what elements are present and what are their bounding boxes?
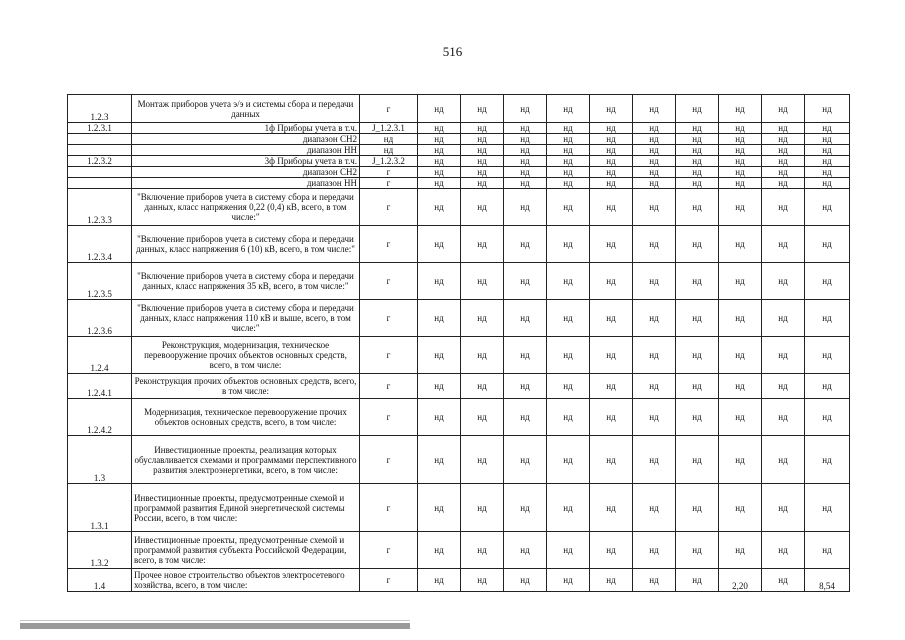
- value-cell: нд: [719, 374, 762, 399]
- value-cell: нд: [590, 436, 633, 484]
- value-cell: нд: [805, 374, 850, 399]
- value-cell: нд: [461, 134, 504, 145]
- value-cell: нд: [547, 123, 590, 134]
- value-cell: нд: [762, 156, 805, 167]
- row-code: 1.2.3: [68, 95, 132, 123]
- row-code: 1.3.1: [68, 484, 132, 532]
- value-cell: нд: [547, 156, 590, 167]
- table-row: [68, 484, 850, 532]
- row-unit: г: [360, 95, 418, 123]
- value-cell: нд: [547, 167, 590, 178]
- row-description: Реконструкция прочих объектов основных средств, всего, в том числе:: [132, 374, 360, 399]
- value-cell: нд: [676, 123, 719, 134]
- table-row: [68, 569, 850, 592]
- row-description: Модернизация, техническое перевооружение прочих объектов основных средств, всего, в том числе:: [132, 399, 360, 436]
- value-cell: нд: [461, 263, 504, 300]
- value-cell: нд: [719, 532, 762, 569]
- value-cell: нд: [676, 374, 719, 399]
- value-cell: нд: [805, 226, 850, 263]
- row-description: "Включение приборов учета в систему сбора и передачи данных, класс напряжения 0,22 (0,4) кВ, всего, в том числе:": [132, 189, 360, 226]
- value-cell: нд: [590, 399, 633, 436]
- value-cell: нд: [676, 178, 719, 189]
- value-cell: нд: [504, 374, 547, 399]
- value-cell: нд: [719, 178, 762, 189]
- row-description: Монтаж приборов учета э/э и системы сбора и передачи данных: [132, 95, 360, 123]
- value-cell: нд: [719, 337, 762, 374]
- value-cell: нд: [461, 532, 504, 569]
- value-cell: нд: [762, 569, 805, 592]
- value-cell: нд: [547, 226, 590, 263]
- value-cell: нд: [418, 178, 461, 189]
- value-cell: нд: [461, 484, 504, 532]
- row-code: 1.2.3.2: [68, 156, 132, 167]
- value-cell: нд: [590, 263, 633, 300]
- table-row: [68, 337, 850, 374]
- value-cell: нд: [461, 167, 504, 178]
- value-cell: нд: [719, 123, 762, 134]
- value-cell: нд: [633, 300, 676, 337]
- row-code: 1.4: [68, 569, 132, 592]
- value-cell: нд: [590, 532, 633, 569]
- value-cell: нд: [719, 189, 762, 226]
- value-cell: нд: [547, 145, 590, 156]
- row-description: диапазон СН2: [132, 167, 360, 178]
- value-cell: нд: [676, 134, 719, 145]
- row-code: 1.2.3.4: [68, 226, 132, 263]
- value-cell: нд: [504, 399, 547, 436]
- value-cell: нд: [504, 226, 547, 263]
- value-cell: нд: [676, 189, 719, 226]
- value-cell: нд: [547, 134, 590, 145]
- table-row: [68, 156, 850, 167]
- table-row: [68, 374, 850, 399]
- row-unit: г: [360, 189, 418, 226]
- value-cell: нд: [805, 167, 850, 178]
- value-cell: нд: [504, 484, 547, 532]
- value-cell: нд: [418, 532, 461, 569]
- value-cell: нд: [719, 226, 762, 263]
- row-description: Реконструкция, модернизация, техническое перевооружение прочих объектов основных средств, всего, в том числе:: [132, 337, 360, 374]
- investment-table: [67, 94, 850, 592]
- value-cell: нд: [676, 156, 719, 167]
- table-row: [68, 145, 850, 156]
- value-cell: нд: [676, 300, 719, 337]
- value-cell: нд: [719, 300, 762, 337]
- row-unit: г: [360, 178, 418, 189]
- value-cell: нд: [762, 178, 805, 189]
- row-code: 1.2.4: [68, 337, 132, 374]
- value-cell: нд: [547, 337, 590, 374]
- value-cell: нд: [547, 374, 590, 399]
- table-row: [68, 123, 850, 134]
- row-unit: г: [360, 263, 418, 300]
- value-cell: нд: [719, 134, 762, 145]
- row-code: [68, 178, 132, 189]
- value-cell: нд: [805, 300, 850, 337]
- value-cell: нд: [633, 156, 676, 167]
- value-cell: нд: [504, 337, 547, 374]
- row-description: 3ф Приборы учета в т.ч.: [132, 156, 360, 167]
- row-description: 1ф Приборы учета в т.ч.: [132, 123, 360, 134]
- row-unit: г: [360, 337, 418, 374]
- value-cell: нд: [504, 156, 547, 167]
- value-cell: нд: [590, 374, 633, 399]
- value-cell: нд: [504, 167, 547, 178]
- value-cell: нд: [805, 189, 850, 226]
- value-cell: нд: [633, 399, 676, 436]
- value-cell: нд: [633, 134, 676, 145]
- value-cell: нд: [418, 189, 461, 226]
- table-row: [68, 436, 850, 484]
- value-cell: нд: [719, 436, 762, 484]
- row-description: Инвестиционные проекты, реализация которых обуславливается схемами и программами перспективного развития электроэнергетики, всего, в том числе:: [132, 436, 360, 484]
- value-cell: нд: [676, 399, 719, 436]
- value-cell: нд: [676, 167, 719, 178]
- value-cell: нд: [676, 484, 719, 532]
- value-cell: нд: [762, 189, 805, 226]
- value-cell: нд: [805, 178, 850, 189]
- value-cell: нд: [590, 178, 633, 189]
- value-cell: нд: [805, 337, 850, 374]
- page-number: 516: [442, 44, 463, 59]
- value-cell: нд: [504, 300, 547, 337]
- table-row: [68, 189, 850, 226]
- row-code: [68, 145, 132, 156]
- value-cell: нд: [461, 436, 504, 484]
- value-cell: нд: [805, 134, 850, 145]
- value-cell: нд: [762, 532, 805, 569]
- value-cell: нд: [461, 300, 504, 337]
- value-cell: 8,54: [805, 569, 850, 592]
- table-row: [68, 95, 850, 123]
- value-cell: нд: [418, 399, 461, 436]
- value-cell: нд: [590, 189, 633, 226]
- value-cell: нд: [676, 263, 719, 300]
- value-cell: нд: [762, 399, 805, 436]
- value-cell: нд: [805, 123, 850, 134]
- value-cell: нд: [590, 156, 633, 167]
- value-cell: нд: [633, 532, 676, 569]
- value-cell: нд: [418, 263, 461, 300]
- row-unit: нд: [360, 145, 418, 156]
- value-cell: нд: [676, 569, 719, 592]
- value-cell: нд: [762, 95, 805, 123]
- value-cell: нд: [676, 436, 719, 484]
- value-cell: нд: [418, 145, 461, 156]
- value-cell: нд: [590, 134, 633, 145]
- value-cell: нд: [633, 123, 676, 134]
- value-cell: нд: [547, 399, 590, 436]
- value-cell: нд: [762, 134, 805, 145]
- value-cell: нд: [461, 569, 504, 592]
- value-cell: нд: [461, 374, 504, 399]
- value-cell: нд: [719, 263, 762, 300]
- value-cell: нд: [461, 337, 504, 374]
- value-cell: нд: [418, 134, 461, 145]
- value-cell: нд: [633, 167, 676, 178]
- value-cell: нд: [805, 399, 850, 436]
- row-description: "Включение приборов учета в систему сбора и передачи данных, класс напряжения 110 кВ и выше, всего, в том числе:": [132, 300, 360, 337]
- value-cell: нд: [461, 95, 504, 123]
- value-cell: нд: [633, 374, 676, 399]
- value-cell: нд: [633, 226, 676, 263]
- row-unit: г: [360, 484, 418, 532]
- value-cell: нд: [504, 263, 547, 300]
- table-row: [68, 300, 850, 337]
- row-unit: г: [360, 569, 418, 592]
- value-cell: нд: [547, 569, 590, 592]
- row-description: Прочее новое строительство объектов электросетевого хозяйства, всего, в том числе:: [132, 569, 360, 592]
- value-cell: нд: [418, 167, 461, 178]
- row-unit: г: [360, 300, 418, 337]
- value-cell: нд: [805, 95, 850, 123]
- value-cell: нд: [805, 156, 850, 167]
- table-row: [68, 178, 850, 189]
- value-cell: нд: [547, 189, 590, 226]
- row-code: 1.2.3.1: [68, 123, 132, 134]
- value-cell: нд: [590, 123, 633, 134]
- value-cell: нд: [805, 145, 850, 156]
- row-code: 1.2.4.1: [68, 374, 132, 399]
- value-cell: нд: [504, 145, 547, 156]
- row-unit: г: [360, 532, 418, 569]
- value-cell: нд: [805, 484, 850, 532]
- value-cell: нд: [418, 95, 461, 123]
- table-row: [68, 532, 850, 569]
- value-cell: нд: [676, 337, 719, 374]
- value-cell: нд: [418, 484, 461, 532]
- value-cell: нд: [547, 263, 590, 300]
- value-cell: нд: [633, 95, 676, 123]
- value-cell: нд: [418, 156, 461, 167]
- value-cell: нд: [719, 484, 762, 532]
- value-cell: нд: [590, 569, 633, 592]
- value-cell: нд: [461, 145, 504, 156]
- row-description: "Включение приборов учета в систему сбора и передачи данных, класс напряжения 35 кВ, всего, в том числе:": [132, 263, 360, 300]
- value-cell: нд: [633, 337, 676, 374]
- value-cell: нд: [590, 145, 633, 156]
- value-cell: нд: [504, 569, 547, 592]
- value-cell: нд: [418, 436, 461, 484]
- value-cell: нд: [676, 226, 719, 263]
- value-cell: нд: [719, 145, 762, 156]
- value-cell: нд: [633, 189, 676, 226]
- value-cell: нд: [762, 300, 805, 337]
- row-unit: г: [360, 374, 418, 399]
- value-cell: нд: [676, 95, 719, 123]
- value-cell: нд: [633, 569, 676, 592]
- row-code: 1.2.3.3: [68, 189, 132, 226]
- value-cell: нд: [504, 178, 547, 189]
- value-cell: нд: [590, 337, 633, 374]
- value-cell: нд: [547, 484, 590, 532]
- value-cell: нд: [461, 189, 504, 226]
- row-code: 1.3.2: [68, 532, 132, 569]
- row-code: 1.3: [68, 436, 132, 484]
- row-description: диапазон СН2: [132, 134, 360, 145]
- row-description: "Включение приборов учета в систему сбора и передачи данных, класс напряжения 6 (10) кВ, всего, в том числе:": [132, 226, 360, 263]
- row-unit: г: [360, 226, 418, 263]
- value-cell: нд: [805, 532, 850, 569]
- value-cell: нд: [719, 156, 762, 167]
- value-cell: нд: [633, 178, 676, 189]
- value-cell: нд: [504, 123, 547, 134]
- value-cell: нд: [418, 569, 461, 592]
- value-cell: нд: [504, 532, 547, 569]
- value-cell: нд: [762, 123, 805, 134]
- table-row: [68, 167, 850, 178]
- value-cell: нд: [805, 263, 850, 300]
- value-cell: нд: [461, 156, 504, 167]
- row-unit: J_1.2.3.2: [360, 156, 418, 167]
- row-code: [68, 167, 132, 178]
- row-code: 1.2.4.2: [68, 399, 132, 436]
- value-cell: нд: [590, 300, 633, 337]
- value-cell: нд: [418, 337, 461, 374]
- row-code: 1.2.3.6: [68, 300, 132, 337]
- value-cell: нд: [719, 95, 762, 123]
- value-cell: нд: [633, 145, 676, 156]
- value-cell: 2,20: [719, 569, 762, 592]
- value-cell: нд: [504, 134, 547, 145]
- value-cell: нд: [504, 436, 547, 484]
- table-row: [68, 134, 850, 145]
- value-cell: нд: [633, 484, 676, 532]
- value-cell: нд: [504, 95, 547, 123]
- value-cell: нд: [590, 167, 633, 178]
- row-unit: г: [360, 399, 418, 436]
- value-cell: нд: [719, 167, 762, 178]
- value-cell: нд: [805, 436, 850, 484]
- value-cell: нд: [547, 300, 590, 337]
- table-row: [68, 226, 850, 263]
- value-cell: нд: [418, 123, 461, 134]
- value-cell: нд: [762, 145, 805, 156]
- value-cell: нд: [418, 374, 461, 399]
- scan-edge-bar: [20, 623, 410, 629]
- value-cell: нд: [461, 226, 504, 263]
- value-cell: нд: [461, 123, 504, 134]
- row-description: Инвестиционные проекты, предусмотренные схемой и программой развития субъекта Российской Федерации, всего, в том числе:: [132, 532, 360, 569]
- value-cell: нд: [504, 189, 547, 226]
- value-cell: нд: [676, 532, 719, 569]
- table-row: [68, 263, 850, 300]
- row-unit: J_1.2.3.1: [360, 123, 418, 134]
- table-row: [68, 399, 850, 436]
- value-cell: нд: [461, 178, 504, 189]
- row-code: 1.2.3.5: [68, 263, 132, 300]
- value-cell: нд: [590, 226, 633, 263]
- row-description: Инвестиционные проекты, предусмотренные схемой и программой развития Единой энергетической системы России, всего, в том числе:: [132, 484, 360, 532]
- value-cell: нд: [418, 300, 461, 337]
- value-cell: нд: [762, 436, 805, 484]
- value-cell: нд: [762, 374, 805, 399]
- value-cell: нд: [633, 436, 676, 484]
- value-cell: нд: [418, 226, 461, 263]
- value-cell: нд: [461, 399, 504, 436]
- row-unit: нд: [360, 134, 418, 145]
- value-cell: нд: [590, 95, 633, 123]
- row-unit: г: [360, 436, 418, 484]
- row-code: [68, 134, 132, 145]
- value-cell: нд: [762, 263, 805, 300]
- value-cell: нд: [762, 484, 805, 532]
- value-cell: нд: [633, 263, 676, 300]
- scan-edge-line: [20, 620, 410, 621]
- value-cell: нд: [547, 95, 590, 123]
- value-cell: нд: [547, 178, 590, 189]
- row-description: диапазон НН: [132, 178, 360, 189]
- value-cell: нд: [719, 399, 762, 436]
- value-cell: нд: [676, 145, 719, 156]
- value-cell: нд: [762, 337, 805, 374]
- value-cell: нд: [547, 532, 590, 569]
- value-cell: нд: [762, 226, 805, 263]
- value-cell: нд: [590, 484, 633, 532]
- row-unit: г: [360, 167, 418, 178]
- value-cell: нд: [762, 167, 805, 178]
- row-description: диапазон НН: [132, 145, 360, 156]
- value-cell: нд: [547, 436, 590, 484]
